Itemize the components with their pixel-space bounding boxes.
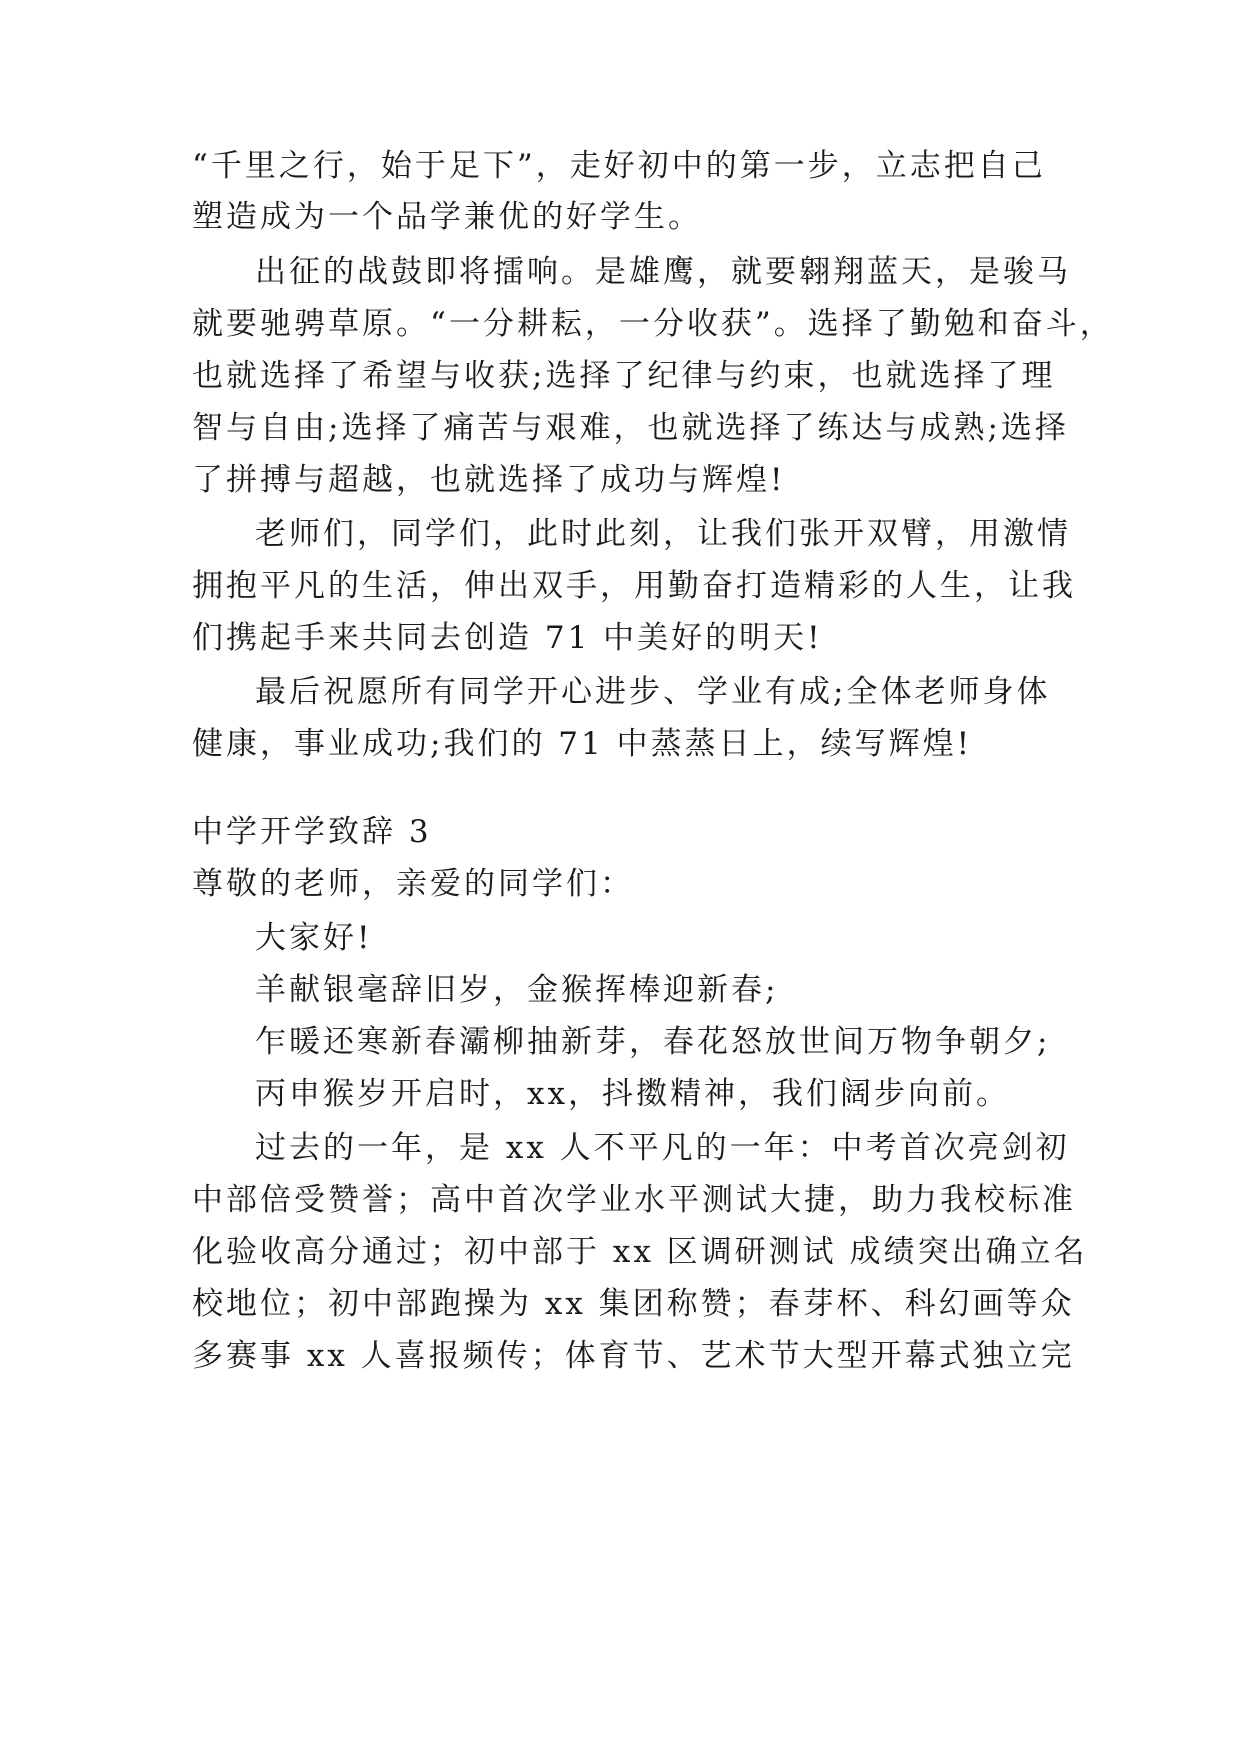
paragraph-line: 就要驰骋草原。“一分耕耘，一分收获”。选择了勤勉和奋斗，	[192, 306, 1114, 342]
paragraph-line: 校地位；初中部跑操为 xx 集团称赞；春芽杯、科幻画等众	[192, 1286, 1075, 1322]
paragraph-line: “千里之行，始于足下”，走好初中的第一步，立志把自己	[192, 148, 1046, 184]
paragraph-line: 智与自由;选择了痛苦与艰难，也就选择了练达与成熟;选择	[192, 410, 1069, 446]
greeting: 大家好!	[255, 920, 373, 956]
paragraph-line: 了拼搏与超越，也就选择了成功与辉煌!	[192, 462, 786, 498]
paragraph-line: 们携起手来共同去创造 71 中美好的明天!	[192, 620, 823, 656]
paragraph-line: 健康，事业成功;我们的 71 中蒸蒸日上，续写辉煌!	[192, 726, 973, 762]
verse-line: 丙申猴岁开启时，xx，抖擞精神，我们阔步向前。	[255, 1076, 1010, 1112]
paragraph-line: 出征的战鼓即将擂响。是雄鹰，就要翱翔蓝天，是骏马	[255, 254, 1071, 290]
paragraph-line: 多赛事 xx 人喜报频传；体育节、艺术节大型开幕式独立完	[192, 1338, 1075, 1374]
paragraph-line: 中部倍受赞誉；高中首次学业水平测试大捷，助力我校标准	[192, 1182, 1076, 1218]
verse-line: 乍暖还寒新春灞柳抽新芽，春花怒放世间万物争朝夕;	[255, 1024, 1051, 1060]
paragraph-line: 最后祝愿所有同学开心进步、学业有成;全体老师身体	[255, 674, 1051, 710]
verse-line: 羊献银毫辞旧岁，金猴挥棒迎新春;	[255, 972, 779, 1008]
paragraph-line: 塑造成为一个品学兼优的好学生。	[192, 199, 702, 235]
paragraph-line: 拥抱平凡的生活，伸出双手，用勤奋打造精彩的人生，让我	[192, 568, 1076, 604]
section-heading: 中学开学致辞 3	[192, 814, 432, 850]
paragraph-line: 化验收高分通过；初中部于 xx 区调研测试 成绩突出确立名	[192, 1234, 1088, 1270]
paragraph-line: 也就选择了希望与收获;选择了纪律与约束，也就选择了理	[192, 358, 1056, 394]
salutation: 尊敬的老师，亲爱的同学们：	[192, 866, 634, 902]
paragraph-line: 老师们，同学们，此时此刻，让我们张开双臂，用激情	[255, 516, 1071, 552]
paragraph-line: 过去的一年，是 xx 人不平凡的一年：中考首次亮剑初	[255, 1130, 1070, 1166]
